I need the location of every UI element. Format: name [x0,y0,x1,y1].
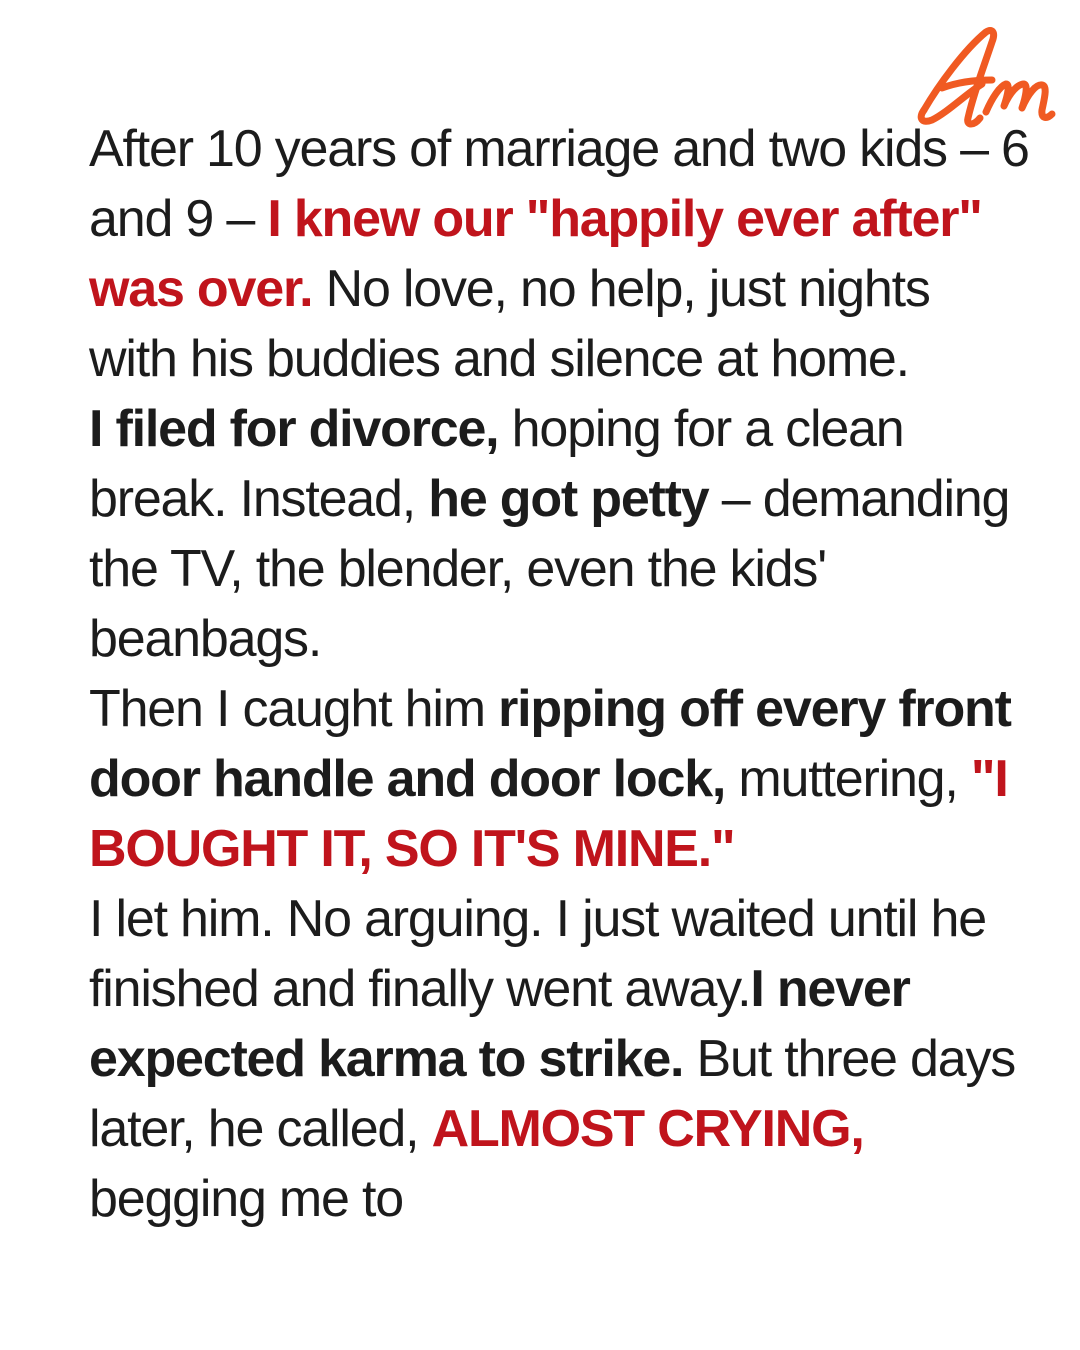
highlight-text: "I BOUGHT IT, SO IT'S MINE." [89,750,1008,878]
bold-text: he got petty [428,470,709,528]
story-text [89,114,1029,1234]
story-paragraph-1: After 10 years of marriage and two kids – 6 and 9 – I knew our "happily ever after" was over. No love, no help, just nights with his buddies and silence at home. [89,120,1029,388]
story-paragraph-4: I let him. No arguing. I just waited until he finished and finally went away.I never expected karma to strike. But three days later, he called, ALMOST CRYING, begging me to [89,890,1016,1228]
bold-text: I filed for divorce, [89,400,499,458]
bold-text: I never expected karma to strike. [89,960,910,1088]
story-paragraph-3: Then I caught him ripping off every front door handle and door lock, muttering, "I BOUGHT IT, SO IT'S MINE." [89,680,1011,878]
highlight-text: ALMOST CRYING, [431,1100,864,1158]
story-paragraph-2: I filed for divorce, hoping for a clean break. Instead, he got petty – demanding the TV, the blender, even the kids' beanbags. [89,400,1010,668]
bold-text: ripping off every front door handle and door lock, [89,680,1011,808]
highlight-text: I knew our "happily ever after" was over. [89,190,982,318]
